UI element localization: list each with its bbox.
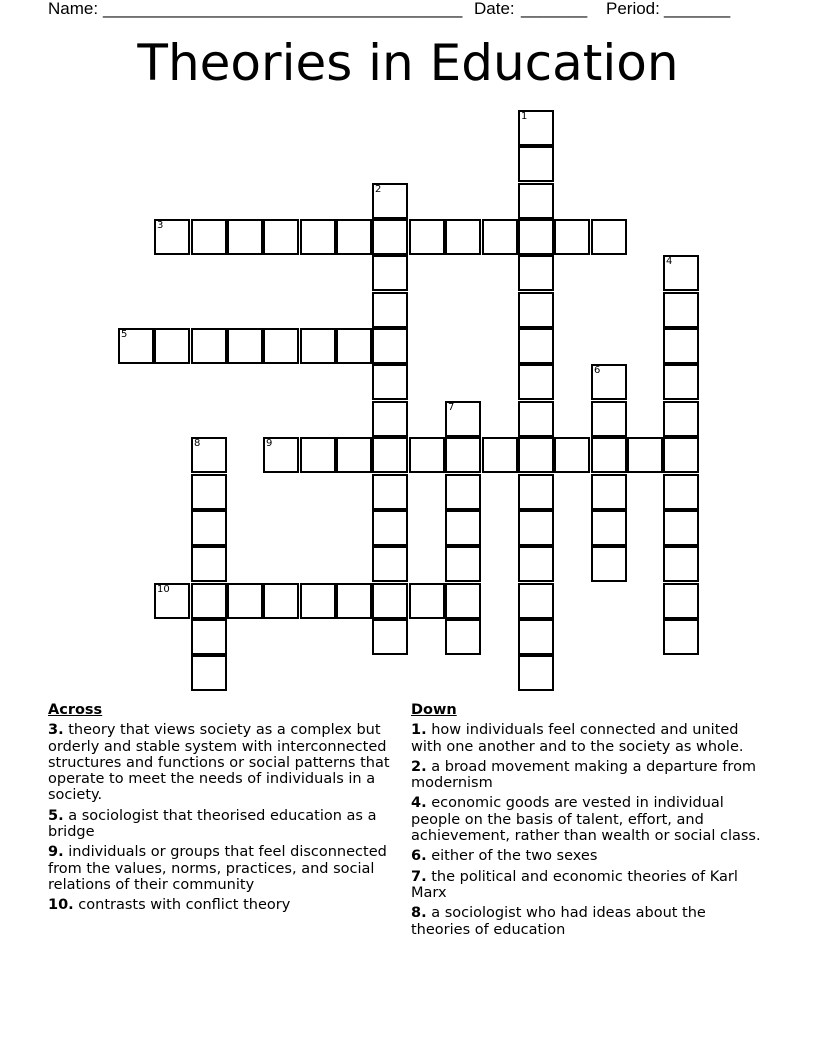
grid-cell[interactable] xyxy=(300,219,336,255)
grid-cell[interactable] xyxy=(300,328,336,364)
clue-number: 10. xyxy=(48,897,74,914)
grid-cell[interactable] xyxy=(663,364,699,400)
grid-cell[interactable] xyxy=(518,146,554,182)
grid-cell[interactable] xyxy=(663,437,699,473)
grid-cell[interactable] xyxy=(518,401,554,437)
grid-cell[interactable] xyxy=(336,219,372,255)
grid-cell[interactable] xyxy=(263,583,299,619)
grid-cell[interactable] xyxy=(372,292,408,328)
grid-cell[interactable] xyxy=(409,583,445,619)
grid-cell[interactable] xyxy=(154,583,190,619)
date-field[interactable]: _______ xyxy=(521,0,588,18)
grid-cell[interactable] xyxy=(372,364,408,400)
grid-cell[interactable] xyxy=(263,219,299,255)
across-clues xyxy=(48,702,404,918)
grid-cell[interactable] xyxy=(191,655,227,691)
grid-cell[interactable] xyxy=(627,437,663,473)
clue-down-6 xyxy=(411,848,767,864)
grid-cell[interactable] xyxy=(372,437,408,473)
grid-cell[interactable] xyxy=(591,546,627,582)
period-label: Period: xyxy=(606,0,660,18)
grid-cell[interactable] xyxy=(663,619,699,655)
clue-down-4 xyxy=(411,795,767,844)
grid-cell[interactable] xyxy=(445,546,481,582)
grid-cell[interactable] xyxy=(372,255,408,291)
grid-cell[interactable] xyxy=(372,583,408,619)
grid-cell[interactable] xyxy=(372,183,408,219)
grid-cell[interactable] xyxy=(227,583,263,619)
clue-number: 1. xyxy=(411,722,427,739)
name-field[interactable]: ______________________________________ xyxy=(103,0,463,18)
clue-text: either of the two sexes xyxy=(431,848,598,865)
cell-number: 8 xyxy=(194,438,201,449)
grid-cell[interactable] xyxy=(518,619,554,655)
clue-text: a sociologist that theorised education as a bridge xyxy=(48,807,377,841)
grid-cell[interactable] xyxy=(518,474,554,510)
clue-text: individuals or groups that feel disconnected from the values, norms, practices, and social relations of their community xyxy=(48,844,387,893)
grid-cell[interactable] xyxy=(445,401,481,437)
grid-cell[interactable] xyxy=(372,546,408,582)
grid-cell[interactable] xyxy=(518,110,554,146)
grid-cell[interactable] xyxy=(372,401,408,437)
grid-cell[interactable] xyxy=(336,583,372,619)
clue-across-10 xyxy=(48,897,404,913)
cell-number: 5 xyxy=(121,329,128,340)
down-heading: Down xyxy=(411,702,457,718)
clue-number: 7. xyxy=(411,868,427,885)
grid-cell[interactable] xyxy=(518,292,554,328)
grid-cell[interactable] xyxy=(263,437,299,473)
grid-cell[interactable] xyxy=(663,292,699,328)
page-title: Theories in Education xyxy=(137,34,679,92)
grid-cell[interactable] xyxy=(591,401,627,437)
grid-cell[interactable] xyxy=(300,437,336,473)
grid-cell[interactable] xyxy=(227,219,263,255)
grid-cell[interactable] xyxy=(154,219,190,255)
grid-cell[interactable] xyxy=(445,510,481,546)
grid-cell[interactable] xyxy=(554,437,590,473)
clue-number: 4. xyxy=(411,795,427,812)
grid-cell[interactable] xyxy=(518,437,554,473)
grid-cell[interactable] xyxy=(191,583,227,619)
grid-cell[interactable] xyxy=(445,583,481,619)
cell-number: 2 xyxy=(375,184,382,195)
clue-text: a broad movement making a departure from modernism xyxy=(411,758,757,792)
clue-text: a sociologist who had ideas about the theories of education xyxy=(411,905,706,938)
clue-across-9 xyxy=(48,844,404,893)
clue-number: 5. xyxy=(48,807,64,824)
grid-cell[interactable] xyxy=(518,328,554,364)
grid-cell[interactable] xyxy=(591,510,627,546)
clue-number: 3. xyxy=(48,722,64,739)
grid-cell[interactable] xyxy=(518,546,554,582)
clue-text: how individuals feel connected and united with one another and to the society as whole. xyxy=(411,722,744,755)
across-heading: Across xyxy=(48,702,103,718)
grid-cell[interactable] xyxy=(663,401,699,437)
grid-cell[interactable] xyxy=(445,619,481,655)
clue-text: the political and economic theories of Karl Marx xyxy=(411,868,738,901)
grid-cell[interactable] xyxy=(554,219,590,255)
grid-cell[interactable] xyxy=(191,546,227,582)
grid-cell[interactable] xyxy=(591,437,627,473)
clue-text: economic goods are vested in individual people on the basis of talent, effort, and achievement, rather than wealth or social class. xyxy=(411,795,761,845)
grid-cell[interactable] xyxy=(263,328,299,364)
grid-cell[interactable] xyxy=(518,364,554,400)
grid-cell[interactable] xyxy=(482,219,518,255)
clue-down-7 xyxy=(411,869,767,902)
grid-cell[interactable] xyxy=(300,583,336,619)
clue-down-1 xyxy=(411,722,767,755)
cell-number: 10 xyxy=(157,584,170,595)
grid-cell[interactable] xyxy=(409,437,445,473)
grid-cell[interactable] xyxy=(518,183,554,219)
grid-cell[interactable] xyxy=(372,219,408,255)
grid-cell[interactable] xyxy=(191,328,227,364)
grid-cell[interactable] xyxy=(154,328,190,364)
grid-cell[interactable] xyxy=(518,583,554,619)
clue-text: theory that views society as a complex but orderly and stable system with interconnected structures and functions or social patterns that operate to meet the needs of individuals in a society. xyxy=(48,722,390,804)
clue-down-8 xyxy=(411,905,767,938)
cell-number: 9 xyxy=(266,438,273,449)
grid-cell[interactable] xyxy=(663,510,699,546)
grid-cell[interactable] xyxy=(372,619,408,655)
grid-cell[interactable] xyxy=(591,364,627,400)
grid-cell[interactable] xyxy=(191,510,227,546)
clue-text: contrasts with conflict theory xyxy=(78,897,291,914)
grid-cell[interactable] xyxy=(482,437,518,473)
grid-cell[interactable] xyxy=(445,474,481,510)
grid-cell[interactable] xyxy=(409,219,445,255)
grid-cell[interactable] xyxy=(663,546,699,582)
grid-cell[interactable] xyxy=(191,219,227,255)
grid-cell[interactable] xyxy=(372,510,408,546)
grid-cell[interactable] xyxy=(663,255,699,291)
grid-cell[interactable] xyxy=(518,510,554,546)
clue-number: 9. xyxy=(48,844,64,861)
cell-number: 7 xyxy=(448,402,455,413)
grid-cell[interactable] xyxy=(518,655,554,691)
grid-cell[interactable] xyxy=(191,619,227,655)
cell-number: 4 xyxy=(666,256,673,267)
grid-cell[interactable] xyxy=(372,474,408,510)
grid-cell[interactable] xyxy=(518,255,554,291)
cell-number: 6 xyxy=(594,365,601,376)
grid-cell[interactable] xyxy=(191,437,227,473)
grid-cell[interactable] xyxy=(336,437,372,473)
clue-across-3 xyxy=(48,722,404,803)
grid-cell[interactable] xyxy=(336,328,372,364)
clue-across-5 xyxy=(48,808,404,841)
cell-number: 3 xyxy=(157,220,164,231)
grid-cell[interactable] xyxy=(372,328,408,364)
period-field[interactable]: _______ xyxy=(664,0,731,18)
grid-cell[interactable] xyxy=(591,474,627,510)
grid-cell[interactable] xyxy=(663,583,699,619)
cell-number: 1 xyxy=(521,111,528,122)
clue-number: 8. xyxy=(411,905,427,922)
clue-number: 2. xyxy=(411,758,427,775)
clue-number: 6. xyxy=(411,848,427,865)
date-label: Date: xyxy=(474,0,515,18)
grid-cell[interactable] xyxy=(227,328,263,364)
grid-cell[interactable] xyxy=(663,328,699,364)
grid-cell[interactable] xyxy=(118,328,154,364)
grid-cell[interactable] xyxy=(445,437,481,473)
grid-cell[interactable] xyxy=(591,219,627,255)
clue-down-2 xyxy=(411,759,767,792)
down-clues xyxy=(411,702,767,942)
grid-cell[interactable] xyxy=(191,474,227,510)
grid-cell[interactable] xyxy=(518,219,554,255)
grid-cell[interactable] xyxy=(663,474,699,510)
grid-cell[interactable] xyxy=(445,219,481,255)
name-label: Name: xyxy=(48,0,99,18)
